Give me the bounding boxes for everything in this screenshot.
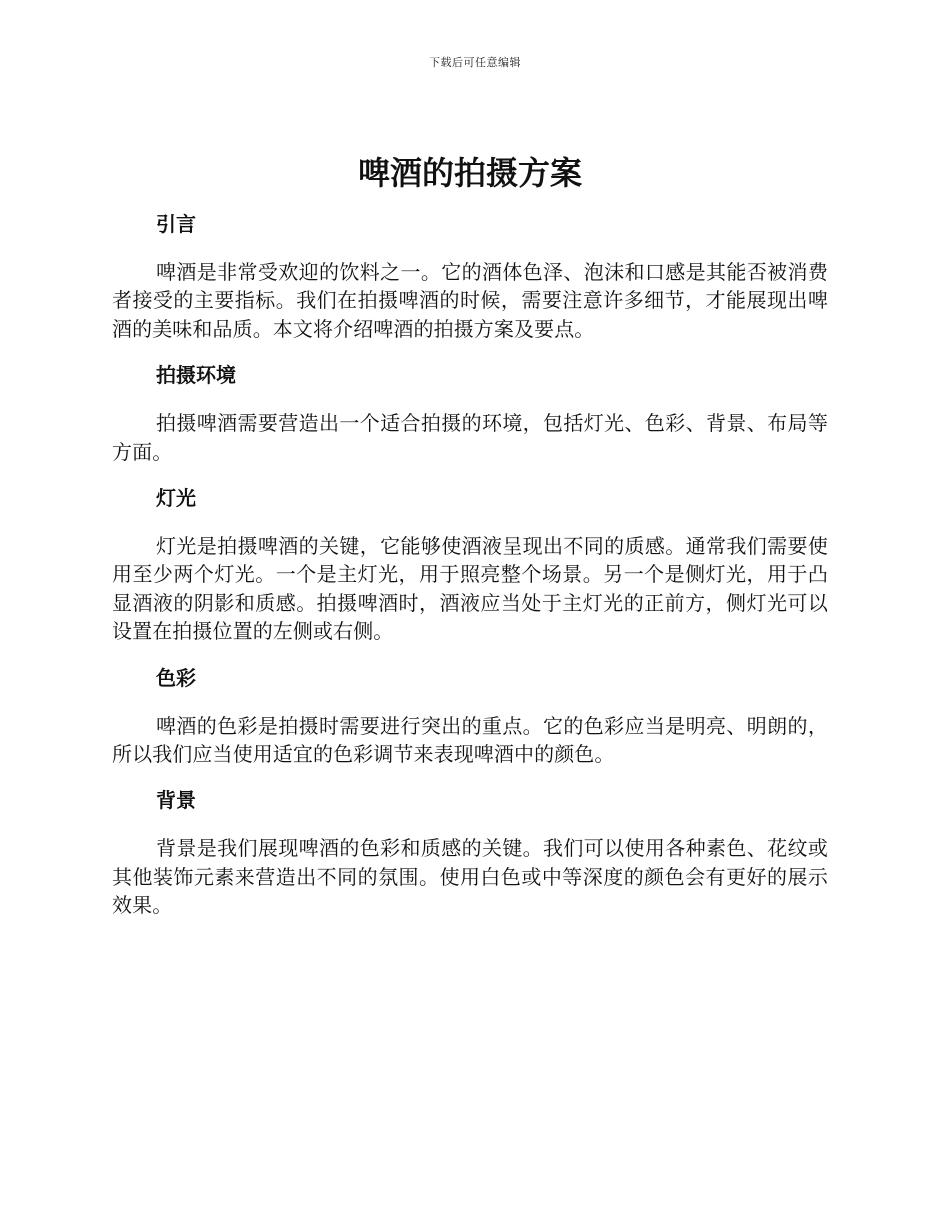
section-paragraph: 灯光是拍摄啤酒的关键，它能够使酒液呈现出不同的质感。通常我们需要使用至少两个灯光。一个是主灯光，用于照亮整个场景。另一个是侧灯光，用于凸显酒液的阴影和质感。拍摄啤酒时，酒液应当处于主灯光的正前方，侧灯光可以设置在拍摄位置的左侧或右侧。 <box>112 534 828 644</box>
section-heading: 灯光 <box>156 486 196 511</box>
section-heading: 拍摄环境 <box>156 363 236 388</box>
section-paragraph: 啤酒的色彩是拍摄时需要进行突出的重点。它的色彩应当是明亮、明朗的，所以我们应当使用适宜的色彩调节来表现啤酒中的颜色。 <box>112 713 828 767</box>
header-note: 下载后可任意编辑 <box>429 56 521 69</box>
section-paragraph: 啤酒是非常受欢迎的饮料之一。它的酒体色泽、泡沫和口感是其能否被消费者接受的主要指标。我们在拍摄啤酒的时候，需要注意许多细节，才能展现出啤酒的美味和品质。本文将介绍啤酒的拍摄方案及要点。 <box>112 260 828 341</box>
section-background <box>112 782 828 919</box>
section-heading: 背景 <box>156 788 196 813</box>
section-heading: 色彩 <box>156 665 196 690</box>
document-title: 啤酒的拍摄方案 <box>357 154 582 192</box>
section-shooting-environment <box>112 357 828 466</box>
section-lighting <box>112 480 828 646</box>
section-introduction <box>112 206 828 343</box>
section-color <box>112 660 828 769</box>
section-heading: 引言 <box>156 212 196 236</box>
section-paragraph: 背景是我们展现啤酒的色彩和质感的关键。我们可以使用各种素色、花纹或其他装饰元素来营造出不同的氛围。使用白色或中等深度的颜色会有更好的展示效果。 <box>112 836 828 918</box>
section-paragraph: 拍摄啤酒需要营造出一个适合拍摄的环境，包括灯光、色彩、背景、布局等方面。 <box>112 411 828 464</box>
document-content <box>112 150 828 920</box>
